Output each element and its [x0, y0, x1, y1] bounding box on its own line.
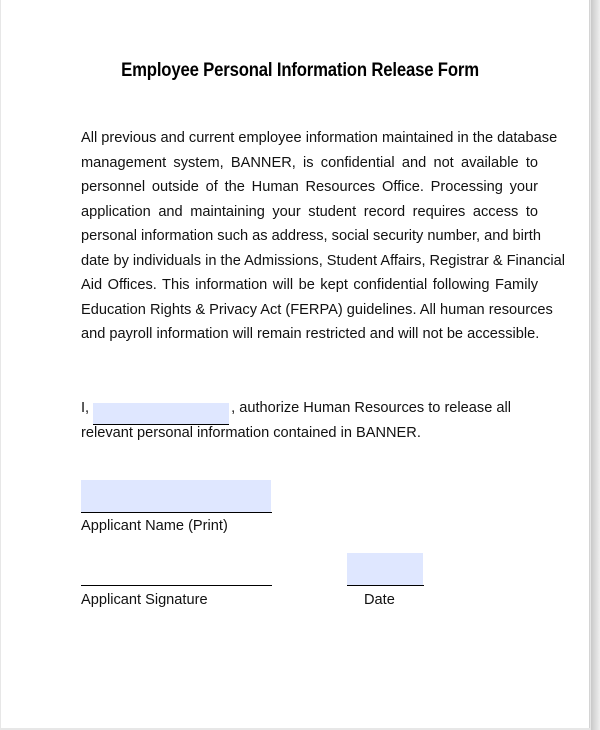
document-page	[1, 0, 590, 728]
paragraph-line: application and maintaining your student record requires access to	[81, 203, 538, 220]
date-label: Date	[364, 592, 395, 608]
paragraph-line: date by individuals in the Admissions, Student Affairs, Registrar & Financial	[81, 252, 566, 269]
confidentiality-paragraph	[81, 126, 566, 347]
paragraph-line: and payroll information will remain restricted and will not be accessible.	[81, 326, 540, 342]
paragraph-line: personal information such as address, social security number, and birth	[81, 228, 541, 244]
paragraph-line: Aid Offices. This information will be kept confidential following Family	[81, 277, 538, 293]
applicant-name-underline	[81, 512, 272, 513]
paragraph-line: Education Rights & Privacy Act (FERPA) guidelines. All human resources	[81, 301, 553, 318]
applicant-signature-line[interactable]	[81, 585, 272, 586]
authorization-line-2: relevant personal information contained in BANNER.	[81, 424, 421, 441]
authorization-name-field[interactable]	[93, 403, 229, 425]
authorization-prefix: I,	[81, 400, 90, 416]
authorization-suffix: , authorize Human Resources to release all	[231, 400, 511, 416]
paragraph-line: All previous and current employee information maintained in the database	[81, 130, 558, 146]
authorization-statement	[81, 396, 511, 445]
applicant-name-field[interactable]	[81, 480, 271, 512]
form-title: Employee Personal Information Release Form	[121, 60, 479, 81]
applicant-signature-label: Applicant Signature	[81, 592, 208, 608]
applicant-name-label: Applicant Name (Print)	[81, 518, 228, 534]
date-field[interactable]	[347, 553, 423, 585]
page-shadow	[591, 0, 600, 730]
paragraph-line: management system, BANNER, is confidential and not available to	[81, 154, 538, 171]
date-underline	[347, 585, 424, 586]
paragraph-line: personnel outside of the Human Resources Office. Processing your	[81, 179, 538, 195]
